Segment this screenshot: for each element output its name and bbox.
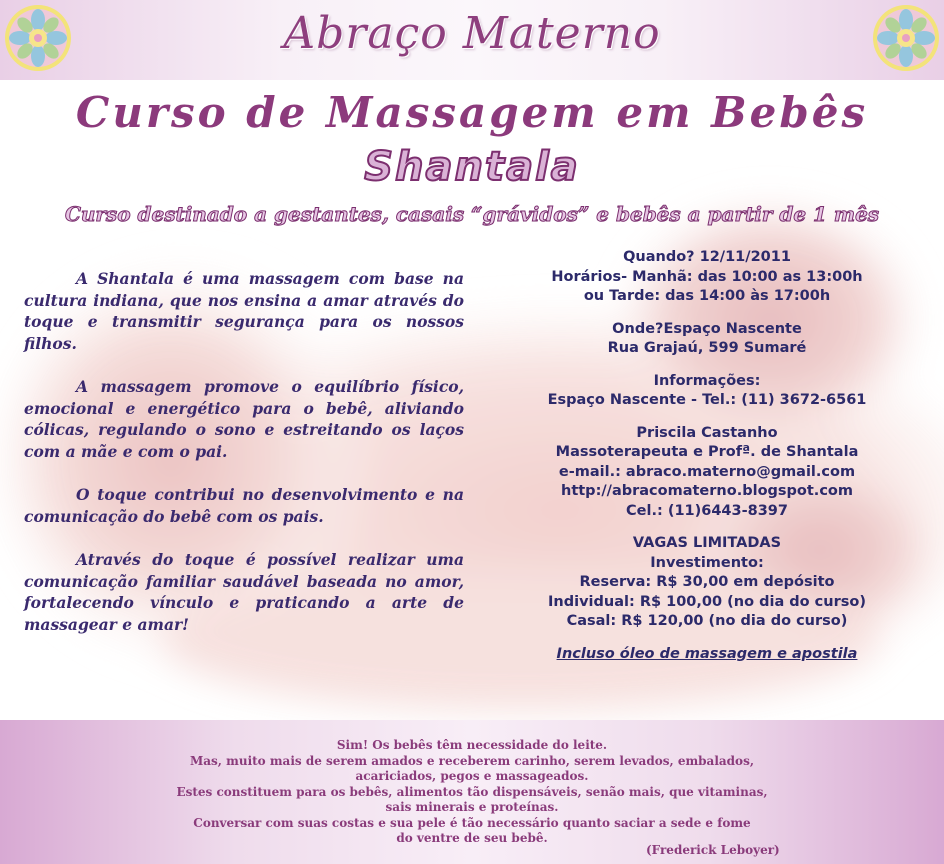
when-text: Quando? 12/11/2011 xyxy=(623,249,791,265)
quote-author: (Frederick Leboyer) xyxy=(646,843,780,857)
price-couple: Casal: R$ 120,00 (no dia do curso) xyxy=(566,613,848,629)
vacancies-text: VAGAS LIMITADAS xyxy=(632,535,782,551)
description-paragraph: A Shantala é uma massagem com base na cultura indiana, que nos ensina a amar através do toque e transmitir segurança para os nossos filhos. xyxy=(24,269,464,353)
contact-phone: Cel.: (11)6443-8397 xyxy=(626,502,788,519)
address-text: Rua Grajaú, 599 Sumaré xyxy=(607,340,807,356)
tagline: Curso destinado a gestantes, casais “grávidos” e bebês a partir de 1 mês xyxy=(64,202,880,226)
included-items: Incluso óleo de massagem e apostila xyxy=(556,645,858,662)
where-text: Onde?Espaço Nascente xyxy=(612,320,802,337)
contact-email: e-mail.: abraco.materno@gmail.com xyxy=(558,463,856,480)
mandala-icon xyxy=(872,4,940,72)
schedule-morning: Horários- Manhã: das 10:00 as 13:00h xyxy=(551,268,863,285)
info-phone: Espaço Nascente - Tel.: (11) 3672-6561 xyxy=(547,392,867,408)
info-block xyxy=(522,372,892,411)
price-individual: Individual: R$ 100,00 (no dia do curso) xyxy=(548,593,866,610)
details-column xyxy=(522,248,892,664)
schedule-block xyxy=(522,248,892,307)
contact-name: Priscila Castanho xyxy=(636,424,778,441)
location-block xyxy=(522,320,892,359)
quote-line: Conversar com suas costas e sua pele é tão necessário quanto saciar a sede e fome xyxy=(193,815,751,830)
contact-blog: http://abracomaterno.blogspot.com xyxy=(561,483,853,499)
description-paragraph: O toque contribui no desenvolvimento e na comunicação do bebê com os pais. xyxy=(24,485,464,526)
contact-block xyxy=(522,424,892,522)
quote-line: Sim! Os bebês têm necessidade do leite. xyxy=(336,738,608,752)
quote-line: Estes constituem para os bebês, alimentos tão dispensáveis, senão mais, que vitaminas, xyxy=(176,784,768,799)
quote-line: Mas, muito mais de serem amados e receberem carinho, serem levados, embalados, xyxy=(189,753,754,768)
course-name: Shantala xyxy=(364,144,580,190)
description-column xyxy=(24,268,464,657)
description-paragraph: A massagem promove o equilíbrio físico, emocional e energético para o bebê, aliviando cólicas, regulando o sono e estreitando os laços com a mãe e com o pai. xyxy=(24,377,464,461)
contact-role: Massoterapeuta e Profª. de Shantala xyxy=(555,444,859,460)
price-reserve: Reserva: R$ 30,00 em depósito xyxy=(579,574,835,590)
quote-line: acariciados, pegos e massageados. xyxy=(355,769,589,783)
schedule-afternoon: ou Tarde: das 14:00 às 17:00h xyxy=(583,288,831,304)
quote-text xyxy=(0,738,944,847)
description-paragraph: Através do toque é possível realizar uma comunicação familiar saudável baseada no amor, fortalecendo vínculo e praticando a arte de massagear e amar! xyxy=(24,550,464,634)
brand-name: Abraço Materno xyxy=(283,8,661,59)
page-title: Curso de Massagem em Bebês xyxy=(75,88,869,137)
quote-line: sais minerais e proteínas. xyxy=(385,800,559,814)
investment-label: Investimento: xyxy=(650,554,764,571)
pricing-block xyxy=(522,534,892,632)
info-label: Informações: xyxy=(653,372,761,389)
quote-line: do ventre de seu bebê. xyxy=(396,831,548,845)
